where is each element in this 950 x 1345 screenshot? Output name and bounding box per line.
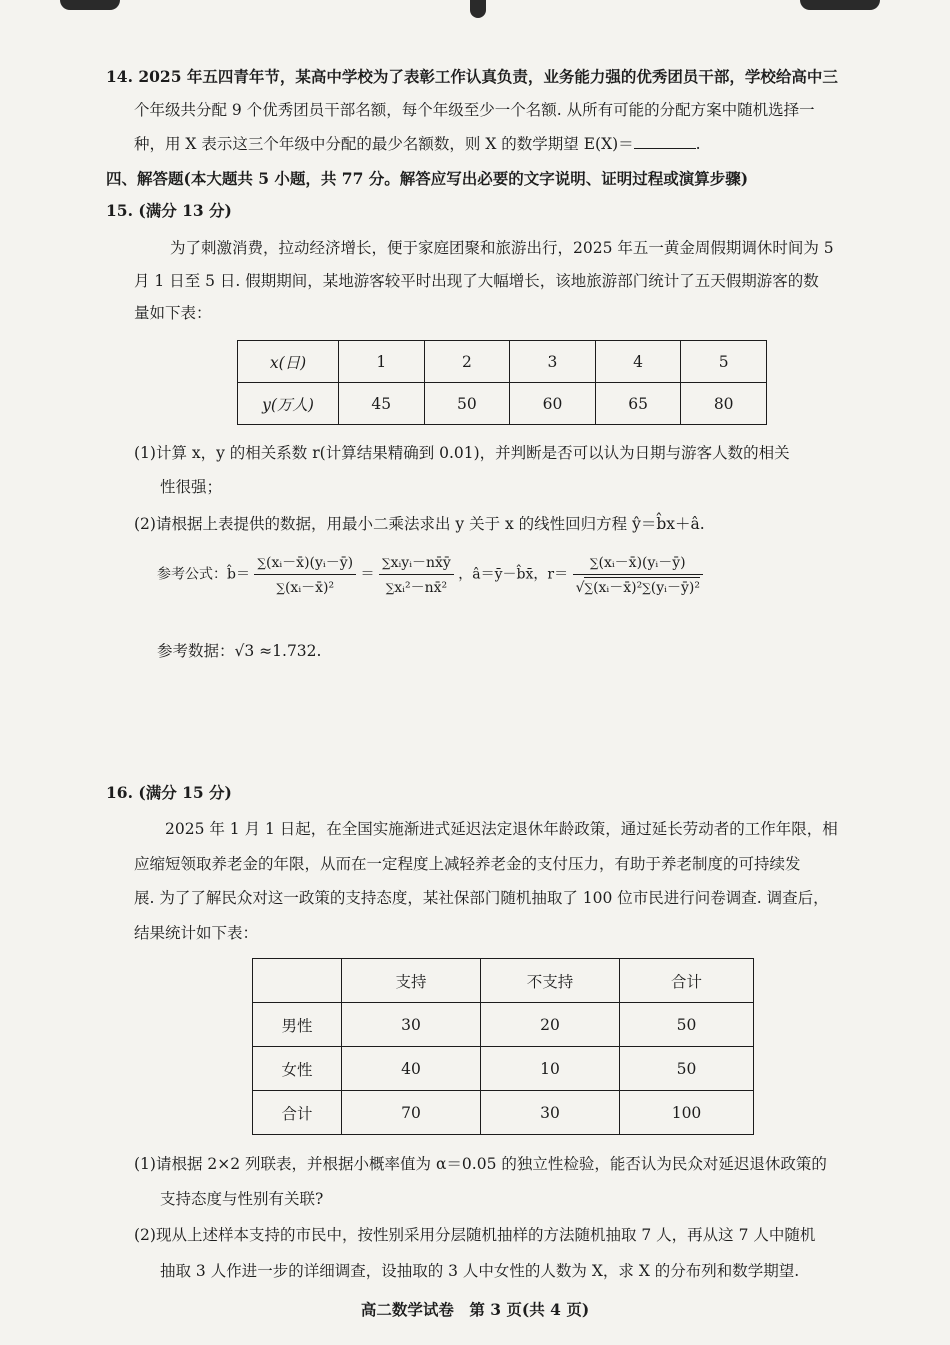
reference-data: 参考数据：√3 ≈1.732.: [157, 642, 322, 660]
table-header-cell: 支持: [342, 959, 481, 1003]
q15-para-2: 月 1 日至 5 日. 假期期间，某地游客较平时出现了大幅增长，该地旅游部门统计了五天假期游客的数: [134, 272, 819, 290]
table-cell: 60: [510, 383, 596, 425]
q15-sub-1b: 性很强；: [160, 478, 223, 496]
sigma-symbol: ∑: [385, 581, 395, 595]
q14-line3-text: 种，用 X 表示这三个年级中分配的最少名额数，则 X 的数学期望 E(X)＝: [134, 135, 634, 153]
table-cell: 50: [620, 1003, 754, 1047]
formula-term: (xᵢ－x̄)(yᵢ－ȳ): [266, 555, 354, 571]
q14-line1: 14. 2025 年五四青年节，某高中学校为了表彰工作认真负责，业务能力强的优秀团员干部，学校给高中三: [106, 67, 838, 86]
table-cell: 65: [595, 383, 681, 425]
table-cell: 男性: [253, 1003, 342, 1047]
q16-sub-1a: (1)请根据 2×2 列联表，并根据小概率值为 α＝0.05 的独立性检验，能否认为民众对延迟退休政策的: [134, 1155, 827, 1173]
formula-label: 参考公式：b̂＝: [157, 566, 250, 583]
b-hat-fraction-1: [254, 552, 356, 597]
table-cell: 80: [681, 383, 767, 425]
table-row: [238, 383, 767, 425]
sigma-symbol: ∑: [382, 556, 391, 570]
q15-para-1: 为了刺激消费，拉动经济增长，便于家庭团聚和旅游出行，2025 年五一黄金周假期调休时间为 5: [170, 239, 834, 257]
q14-line2: 个年级共分配 9 个优秀团员干部名额，每个年级至少一个名额. 从所有可能的分配方案中随机选择一: [134, 101, 815, 119]
formula-term: (xᵢ－x̄)(yᵢ－ȳ): [598, 555, 686, 571]
table-row: [238, 341, 767, 383]
table-cell: 2: [424, 341, 510, 383]
scan-mark: [60, 0, 120, 10]
q14-line3: [134, 133, 701, 155]
table-row: [253, 1091, 754, 1135]
formula-term: xᵢ²－nx̄²: [394, 580, 448, 596]
table-cell: 30: [342, 1003, 481, 1047]
q16-contingency-table: [252, 958, 754, 1135]
table-cell: 合计: [253, 1091, 342, 1135]
q15-para-3: 量如下表：: [134, 304, 212, 322]
q16-sub-2a: (2)现从上述样本支持的市民中，按性别采用分层随机抽样的方法随机抽取 7 人，再从这 7 人中随机: [134, 1226, 816, 1244]
table-row: [253, 1003, 754, 1047]
sqrt-symbol: √: [575, 580, 585, 596]
table-cell: 1: [339, 341, 425, 383]
answer-blank: [634, 134, 696, 149]
table-cell: 30: [481, 1091, 620, 1135]
a-hat-formula: ，â＝ȳ－b̂x̄，r＝: [458, 566, 569, 583]
table-row: [253, 1047, 754, 1091]
table-cell: [253, 959, 342, 1003]
formula-term: (yᵢ－ȳ)²: [650, 580, 700, 596]
table-cell: 100: [620, 1091, 754, 1135]
q16-sub-2b: 抽取 3 人作进一步的详细调查，设抽取的 3 人中女性的人数为 X，求 X 的分布列和数学期望.: [160, 1262, 800, 1280]
section-heading: 四、解答题(本大题共 5 小题，共 77 分。解答应写出必要的文字说明、证明过程或演算步骤): [106, 169, 749, 188]
table-cell: 45: [339, 383, 425, 425]
q16-sub-1b: 支持态度与性别有关联?: [160, 1190, 324, 1208]
sigma-symbol: ∑: [589, 556, 599, 570]
formula-term: xᵢyᵢ－nx̄ȳ: [390, 555, 451, 571]
equals-sign: ＝: [360, 566, 375, 583]
table-cell: 4: [595, 341, 681, 383]
q16-header: 16. (满分 15 分): [106, 783, 232, 802]
q16-para-1: 2025 年 1 月 1 日起，在全国实施渐进式延迟法定退休年龄政策，通过延长劳动者的工作年限，相: [165, 820, 838, 838]
page-footer: 高二数学试卷 第 3 页(共 4 页): [360, 1300, 590, 1319]
table-row: [253, 959, 754, 1003]
table-cell: 20: [481, 1003, 620, 1047]
q15-header: 15. (满分 13 分): [106, 201, 232, 220]
table-header-cell: 合计: [620, 959, 754, 1003]
formula-term: (xᵢ－x̄)²: [593, 580, 643, 596]
scan-mark: [800, 0, 880, 10]
q15-sub-2: (2)请根据上表提供的数据，用最小二乘法求出 y 关于 x 的线性回归方程 ŷ＝b̂x＋â.: [134, 515, 705, 533]
reference-formula: [157, 552, 703, 597]
table-cell: 70: [342, 1091, 481, 1135]
r-fraction: [573, 552, 703, 597]
table-cell: 3: [510, 341, 596, 383]
sigma-symbol: ∑: [257, 556, 266, 570]
q14-line3-end: .: [695, 135, 701, 153]
table-cell: 女性: [253, 1047, 342, 1091]
b-hat-fraction-2: [379, 552, 454, 597]
sigma-symbol: ∑: [276, 581, 285, 595]
q15-sub-1a: (1)计算 x，y 的相关系数 r(计算结果精确到 0.01)，并判断是否可以认为日期与游客人数的相关: [134, 444, 790, 462]
table-cell: 40: [342, 1047, 481, 1091]
table-cell: 10: [481, 1047, 620, 1091]
scan-mark: [470, 0, 486, 18]
table-cell: 50: [620, 1047, 754, 1091]
table-cell: y(万人): [238, 383, 339, 425]
q15-data-table: [237, 340, 767, 425]
sigma-symbol: ∑: [642, 581, 651, 595]
sigma-symbol: ∑: [584, 581, 594, 595]
q16-para-4: 结果统计如下表：: [134, 924, 259, 942]
table-cell: 50: [424, 383, 510, 425]
table-cell: x(日): [238, 341, 339, 383]
q16-para-2: 应缩短领取养老金的年限，从而在一定程度上减轻养老金的支付压力，有助于养老制度的可持续发: [134, 855, 801, 873]
table-header-cell: 不支持: [481, 959, 620, 1003]
q16-para-3: 展. 为了了解民众对这一政策的支持态度，某社保部门随机抽取了 100 位市民进行问卷调查. 调查后，: [134, 889, 829, 907]
table-cell: 5: [681, 341, 767, 383]
formula-term: (xᵢ－x̄)²: [284, 580, 335, 596]
